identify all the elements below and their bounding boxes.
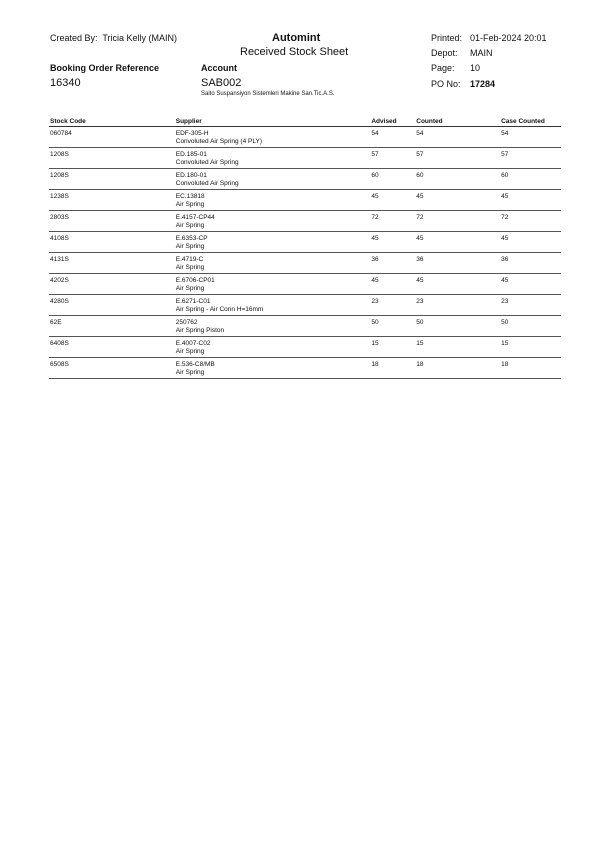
cell-advised: 36 [371,256,379,263]
cell-advised: 23 [371,298,379,305]
cell-case-counted: 50 [501,319,509,326]
supplier-description: Air Spring [175,285,205,292]
supplier-description: Air Spring [175,243,205,250]
cell-case-counted: 54 [501,130,509,137]
supplier-description: Air Spring - Air Conn H=16mm [175,306,264,313]
table-row [49,316,561,337]
created-by [50,33,177,43]
table-row [49,295,561,316]
cell-case-counted: 36 [501,256,509,263]
cell-counted: 72 [416,214,424,221]
cell-case-counted: 57 [501,151,509,158]
cell-stock-code: 6508S [50,361,69,368]
po-number: 17284 [470,79,496,89]
table-row [49,190,561,211]
cell-advised: 50 [371,319,379,326]
cell-counted: 15 [416,340,424,347]
cell-counted: 45 [416,277,424,284]
table-row [49,274,561,295]
cell-case-counted: 60 [501,172,509,179]
created-by-value: Tricia Kelly (MAIN) [102,33,178,43]
supplier-code: ED.180-01 [175,172,207,179]
cell-supplier [176,151,372,168]
header-advised: Advised [371,118,397,125]
cell-supplier [176,277,372,294]
supplier-description: Air Spring [175,369,205,376]
account-code: SAB002 [201,77,242,89]
supplier-description: Air Spring Piston [175,327,225,334]
supplier-code: E.6706-CP01 [175,277,215,284]
cell-stock-code: 4131S [50,256,69,263]
cell-counted: 18 [416,361,424,368]
cell-case-counted: 45 [501,235,509,242]
cell-supplier [176,361,372,378]
created-by-label: Created By: [50,33,98,43]
cell-stock-code: 4280S [50,298,69,305]
supplier-description: Convoluted Air Spring [175,159,239,166]
table-row [49,358,561,379]
cell-stock-code: 2803S [50,214,69,221]
table-row [49,337,561,358]
printed-value: 01-Feb-2024 20:01 [470,33,547,43]
cell-supplier [176,298,372,315]
supplier-description: Air Spring [175,222,205,229]
cell-supplier [176,256,372,273]
account-label: Account [201,63,237,73]
table-header [49,112,561,127]
header-counted: Counted [416,118,443,125]
supplier-code: 250762 [175,319,198,326]
cell-advised: 18 [371,361,379,368]
cell-advised: 45 [371,193,379,200]
printed-label: Printed: [431,33,463,43]
header-case-counted: Case Counted [501,118,545,125]
cell-supplier [176,340,372,357]
cell-counted: 36 [416,256,424,263]
supplier-code: E.536-C8/MB [175,361,215,368]
cell-case-counted: 15 [501,340,509,347]
cell-counted: 45 [416,193,424,200]
supplier-code: E.6353-CP [175,235,208,242]
cell-supplier [176,193,372,210]
cell-case-counted: 23 [501,298,509,305]
cell-stock-code: 6408S [50,340,69,347]
page-number: 10 [470,63,481,73]
cell-counted: 54 [416,130,424,137]
cell-supplier [176,319,372,336]
booking-order-value: 16340 [50,77,81,89]
cell-advised: 45 [371,235,379,242]
cell-advised: 15 [371,340,379,347]
cell-counted: 57 [416,151,424,158]
table-row [49,127,561,148]
table-row [49,148,561,169]
cell-stock-code: 060784 [50,130,72,137]
account-name: Saito Suspansiyon Sistemleri Makine San.Tic.A.S. [201,91,335,97]
supplier-code: E.4719-C [175,256,204,263]
booking-order-label: Booking Order Reference [50,63,160,73]
supplier-code: EDF-305-H [175,130,209,137]
po-label: PO No: [431,79,461,89]
depot-value: MAIN [470,48,493,58]
supplier-code: ED.185-01 [175,151,207,158]
cell-stock-code: 1238S [50,193,69,200]
cell-advised: 60 [371,172,379,179]
cell-counted: 23 [416,298,424,305]
report-title: Received Stock Sheet [240,46,349,58]
supplier-code: E.6271-C01 [175,298,211,305]
cell-stock-code: 4202S [50,277,69,284]
cell-counted: 45 [416,235,424,242]
company-name: Automint [272,32,321,44]
table-row [49,211,561,232]
cell-case-counted: 45 [501,193,509,200]
cell-advised: 72 [371,214,379,221]
cell-case-counted: 18 [501,361,509,368]
cell-supplier [176,235,372,252]
depot-label: Depot: [431,48,458,58]
cell-case-counted: 72 [501,214,509,221]
cell-stock-code: 1208S [50,172,69,179]
cell-supplier [176,214,372,231]
table-row [49,253,561,274]
page-label: Page: [431,63,455,73]
cell-stock-code: 62E [50,319,62,326]
cell-advised: 57 [371,151,379,158]
cell-supplier [176,130,372,147]
supplier-description: Air Spring [175,201,205,208]
cell-advised: 45 [371,277,379,284]
supplier-description: Convoluted Air Spring [175,180,239,187]
table-row [49,169,561,190]
supplier-code: E.4157-CP44 [175,214,215,221]
supplier-code: EC.13818 [175,193,205,200]
cell-counted: 50 [416,319,424,326]
supplier-description: Convoluted Air Spring (4 PLY) [175,138,262,145]
supplier-description: Air Spring [175,264,205,271]
supplier-code: E.4007-C02 [175,340,211,347]
cell-stock-code: 4108S [50,235,69,242]
cell-supplier [176,172,372,189]
cell-case-counted: 45 [501,277,509,284]
cell-stock-code: 1208S [50,151,69,158]
header-stock-code: Stock Code [50,118,86,125]
cell-counted: 60 [416,172,424,179]
table-row [49,232,561,253]
stock-table [49,112,561,379]
supplier-description: Air Spring [175,348,205,355]
header-supplier: Supplier [175,118,202,125]
cell-advised: 54 [371,130,379,137]
